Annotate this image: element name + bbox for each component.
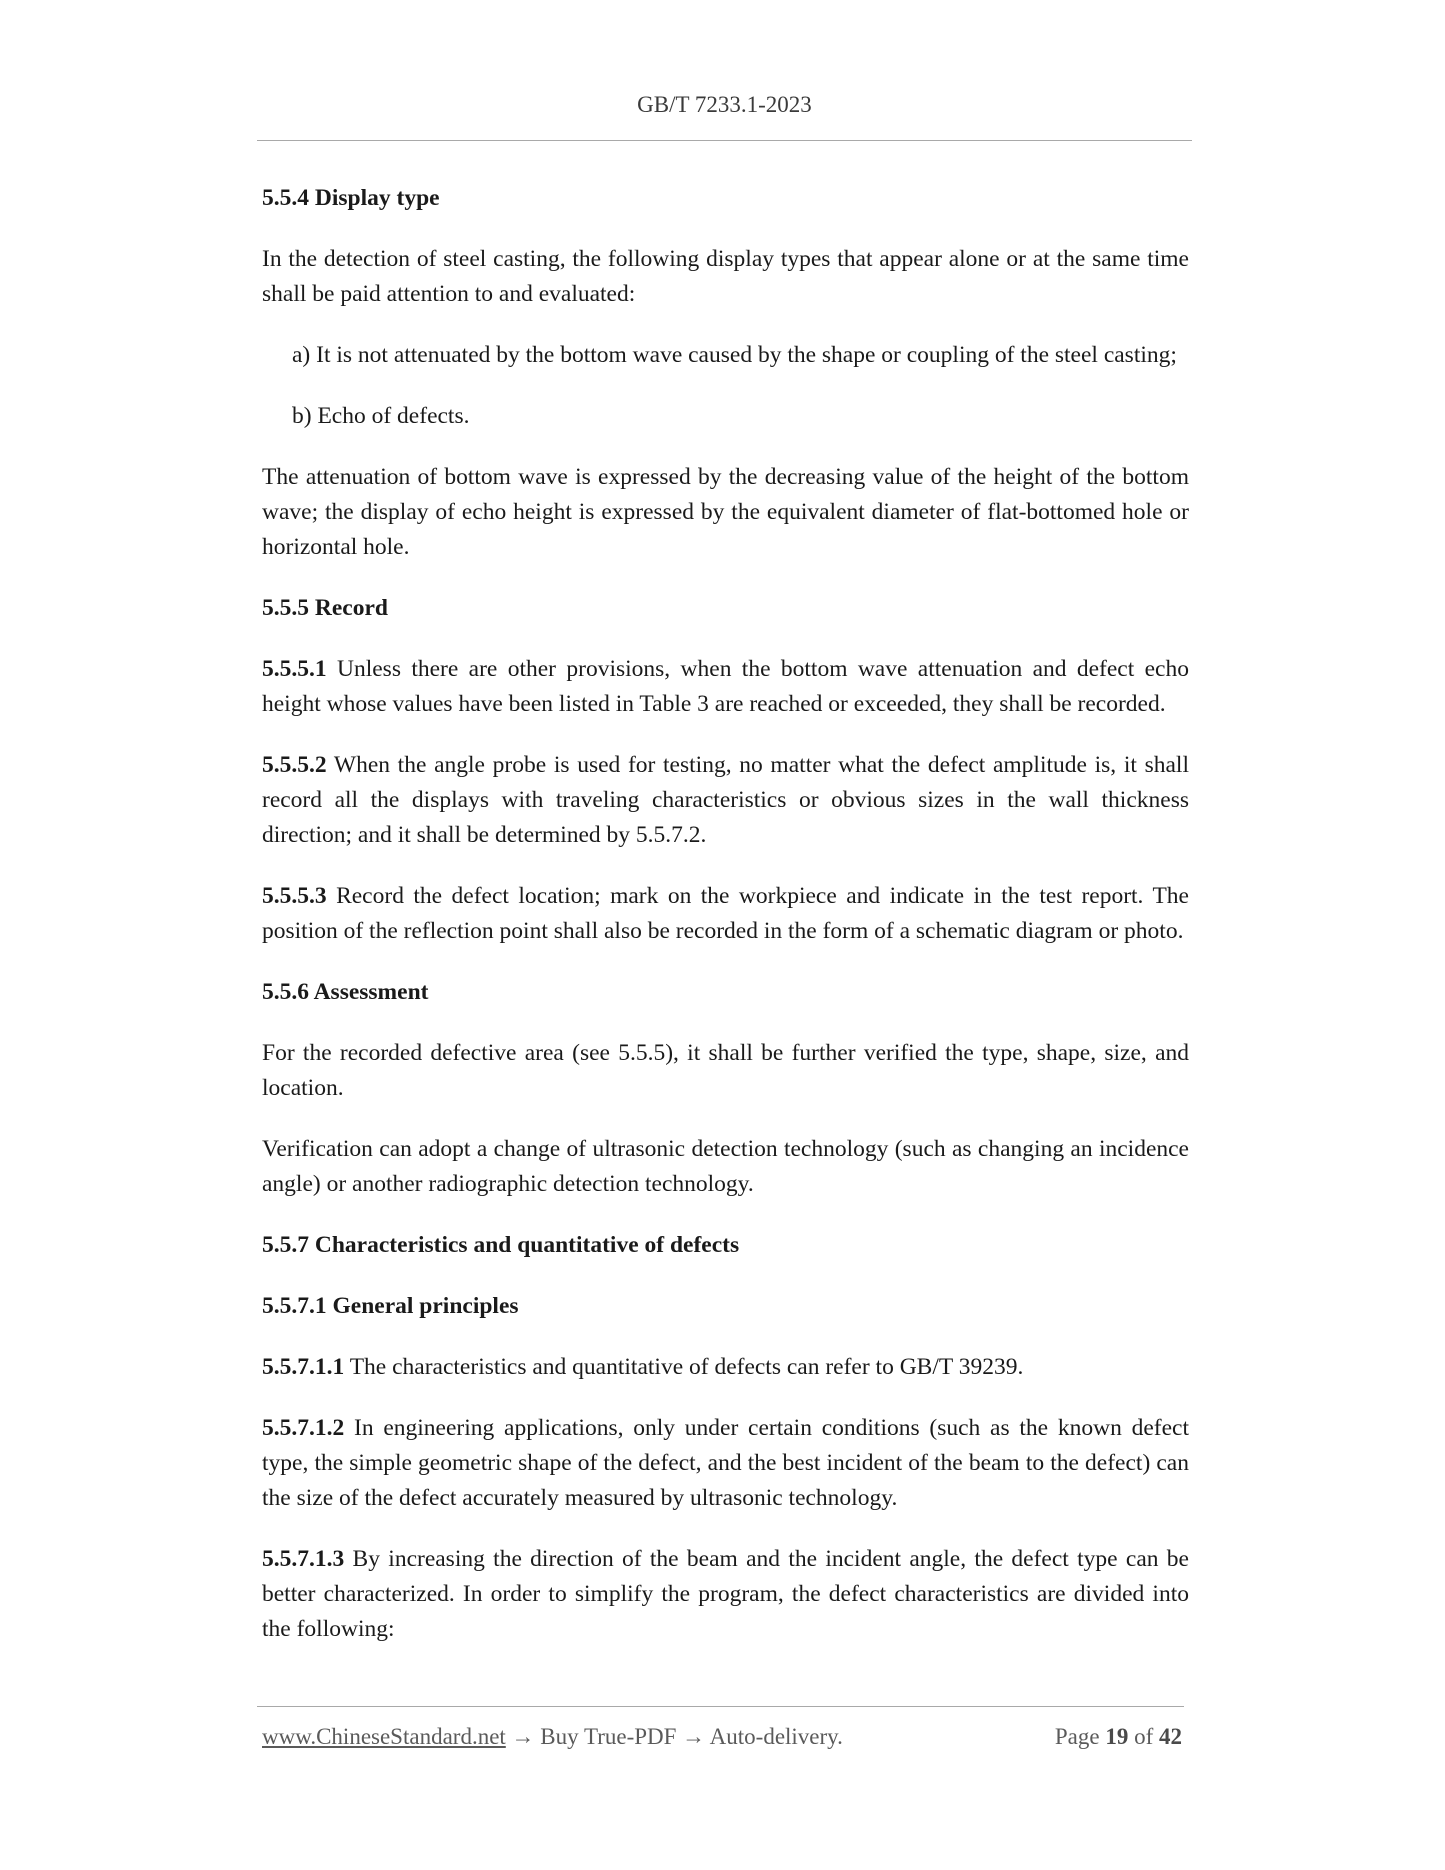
clause-text: Unless there are other provisions, when the bottom wave attenuation and defect echo height whose values have been listed in Table 3 are reached or exceeded, they shall be recorded.	[262, 656, 1189, 717]
clause-number: 5.5.7.1.2	[262, 1415, 345, 1441]
clause-text: The characteristics and quantitative of defects can refer to GB/T 39239.	[344, 1354, 1024, 1380]
clause-5-5-5-1	[262, 652, 1189, 722]
section-heading-5-5-7-1: 5.5.7.1 General principles	[262, 1293, 519, 1319]
section-heading-5-5-5: 5.5.5 Record	[262, 595, 388, 621]
clause-text: By increasing the direction of the beam and the incident angle, the defect type can be better characterized. In order to simplify the program, the defect characteristics are divided into the following:	[262, 1546, 1189, 1642]
list-item-a: a) It is not attenuated by the bottom wave caused by the shape or coupling of the steel casting;	[292, 342, 1177, 368]
paragraph-attenuation: The attenuation of bottom wave is expressed by the decreasing value of the height of the bottom wave; the display of echo height is expressed by the equivalent diameter of flat-bottomed hole or horizontal hole.	[262, 464, 1189, 560]
document-body	[262, 181, 1189, 1673]
clause-number: 5.5.7.1.3	[262, 1546, 345, 1572]
document-standard-number: GB/T 7233.1-2023	[637, 92, 812, 117]
section-heading-5-5-7: 5.5.7 Characteristics and quantitative of defects	[262, 1232, 740, 1258]
section-heading-5-5-4: 5.5.4 Display type	[262, 185, 440, 211]
total-page-count: 42	[1159, 1724, 1182, 1749]
clause-number: 5.5.5.2	[262, 752, 327, 778]
clause-text: Record the defect location; mark on the workpiece and indicate in the test report. The position of the reflection point shall also be recorded in the form of a schematic diagram or photo.	[262, 883, 1189, 944]
current-page-number: 19	[1105, 1724, 1129, 1749]
section-heading-5-5-6: 5.5.6 Assessment	[262, 979, 429, 1005]
page-label: Page	[1054, 1724, 1106, 1749]
page-of-label: of	[1128, 1724, 1159, 1749]
list-item-b: b) Echo of defects.	[292, 403, 470, 429]
footer-promo	[262, 1724, 843, 1750]
clause-5-5-5-2	[262, 748, 1189, 853]
clause-number: 5.5.5.1	[262, 656, 327, 682]
clause-5-5-7-1-2	[262, 1411, 1189, 1516]
clause-5-5-5-3	[262, 879, 1189, 949]
paragraph-display-type-intro: In the detection of steel casting, the following display types that appear alone or at the same time shall be paid attention to and evaluated:	[262, 246, 1189, 307]
clause-text: When the angle probe is used for testing, no matter what the defect amplitude is, it shall record all the displays with traveling characteristics or obvious sizes in the wall thickness direction; and it shall be determined by 5.5.7.2.	[262, 752, 1189, 848]
paragraph-assessment-2: Verification can adopt a change of ultrasonic detection technology (such as changing an incidence angle) or another radiographic detection technology.	[262, 1136, 1189, 1197]
footer-divider	[257, 1706, 1184, 1707]
page-indicator	[1055, 1724, 1182, 1750]
clause-number: 5.5.7.1.1	[262, 1354, 345, 1380]
clause-number: 5.5.5.3	[262, 883, 327, 909]
footer-promo-text: → Buy True-PDF → Auto-delivery.	[505, 1724, 843, 1749]
clause-5-5-7-1-3	[262, 1542, 1189, 1647]
clause-5-5-7-1-1	[262, 1350, 1189, 1385]
header-divider	[257, 140, 1192, 141]
website-link[interactable]: www.ChineseStandard.net	[262, 1724, 506, 1749]
clause-text: In engineering applications, only under certain conditions (such as the known defect type, the simple geometric shape of the defect, and the best incident of the beam to the defect) can the size of the defect accurately measured by ultrasonic technology.	[262, 1415, 1189, 1511]
paragraph-assessment-1: For the recorded defective area (see 5.5.5), it shall be further verified the type, shape, size, and location.	[262, 1040, 1189, 1101]
